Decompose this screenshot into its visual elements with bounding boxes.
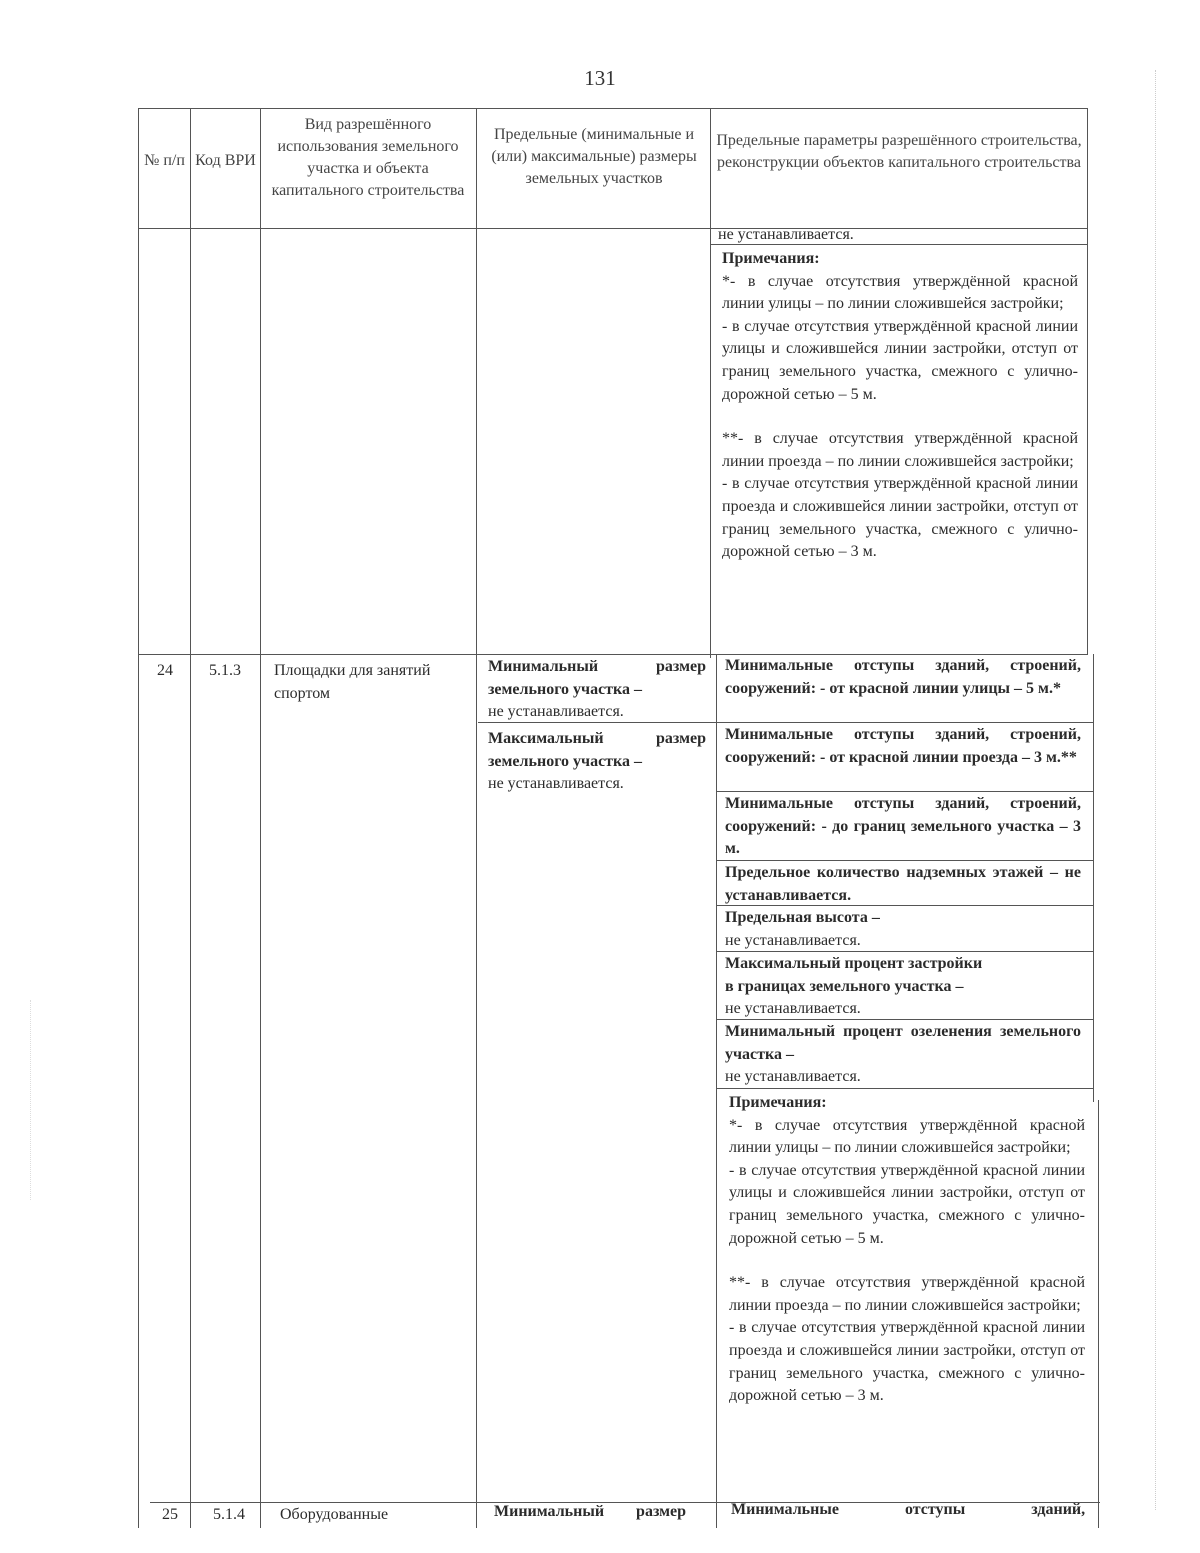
scan-edge-mark bbox=[1155, 70, 1156, 1510]
param-build-percent-label: Максимальный процент застройки bbox=[725, 955, 983, 972]
row-use-type: Площадки для занятий спортом bbox=[274, 662, 431, 702]
header-col-code: Код ВРИ bbox=[195, 152, 256, 169]
min-plot-size: Минимальный размер bbox=[494, 1503, 687, 1520]
note-item: **- в случае отсутствия утверждённой красной линии проезда – по линии сложившейся застройки; bbox=[729, 1274, 1085, 1314]
note-item: *- в случае отсутствия утверждённой красной линии улицы – по линии сложившейся застройки; bbox=[729, 1116, 1085, 1157]
param-green-percent-label: Минимальный процент озеленения земельного участка – bbox=[725, 1023, 1081, 1063]
note-item: - в случае отсутствия утверждённой красной линии проезда и сложившейся линии застройки, отступ от границ земельного участка, смежного с улично-дорожной сетью – 3 м. bbox=[729, 1319, 1085, 1405]
notes-title: Примечания: bbox=[722, 250, 820, 267]
param-max-height-value: не устанавливается. bbox=[725, 931, 861, 949]
param-green-percent bbox=[725, 1021, 1081, 1089]
max-plot-size bbox=[488, 728, 706, 796]
notes-title: Примечания: bbox=[729, 1094, 827, 1111]
min-plot-size-value: не устанавливается. bbox=[488, 703, 624, 721]
header-col-build-params: Предельные параметры разрешённого строительства, реконструкции объектов капитального строительства bbox=[716, 132, 1082, 171]
param-build-percent-value: не устанавливается. bbox=[725, 1000, 861, 1018]
page-number: 131 bbox=[584, 66, 616, 90]
note-item: *- в случае отсутствия утверждённой красной линии улицы – по линии сложившейся застройки; bbox=[722, 272, 1078, 313]
param-build-percent bbox=[725, 953, 1081, 1021]
note-item: **- в случае отсутствия утверждённой красной линии проезда – по линии сложившейся застройки; bbox=[722, 430, 1078, 470]
row-use-type: Оборудованные bbox=[280, 1506, 389, 1523]
row-number: 25 bbox=[162, 1506, 178, 1523]
note-item: - в случае отсутствия утверждённой красной линии улицы и сложившейся линии застройки, отступ от границ земельного участка, смежного с улично-дорожной сетью – 5 м. bbox=[722, 317, 1078, 403]
row-code: 5.1.3 bbox=[209, 662, 241, 679]
max-plot-size-label: Максимальный размер земельного участка – bbox=[488, 730, 706, 770]
param-max-height bbox=[725, 907, 1081, 952]
param-setback-street: Минимальные отступы зданий, строений, сооружений: - от красной линии улицы – 5 м.* bbox=[725, 657, 1081, 697]
param-setback: Минимальные отступы зданий, bbox=[731, 1501, 1086, 1518]
note-item: - в случае отсутствия утверждённой красной линии проезда и сложившейся линии застройки, отступ от границ земельного участка, смежного с улично-дорожной сетью – 3 м. bbox=[722, 475, 1078, 561]
param-setback-driveway: Минимальные отступы зданий, строений, сооружений: - от красной линии проезда – 3 м.** bbox=[725, 726, 1081, 766]
notes-block bbox=[722, 248, 1078, 564]
row-code: 5.1.4 bbox=[213, 1506, 245, 1523]
notes-block bbox=[729, 1092, 1085, 1408]
scan-edge-mark bbox=[30, 1000, 31, 1200]
param-green-percent-value: не устанавливается. bbox=[725, 1068, 861, 1086]
header-col-plot-size: Предельные (минимальные и (или) максимальные) размеры земельных участков bbox=[491, 126, 697, 187]
param-setback-boundary: Минимальные отступы зданий, строений, сооружений: - до границ земельного участка – 3 м. bbox=[725, 795, 1081, 858]
continued-text: не устанавливается. bbox=[718, 226, 854, 243]
header-col-use-type: Вид разрешённого использования земельного участка и объекта капитального строительства bbox=[271, 116, 465, 199]
min-plot-size-label: Минимальный размер земельного участка – bbox=[488, 658, 706, 698]
param-build-percent-label: в границах земельного участка – bbox=[725, 977, 964, 995]
param-max-height-label: Предельная высота – bbox=[725, 909, 880, 926]
note-item: - в случае отсутствия утверждённой красной линии улицы и сложившейся линии застройки, отступ от границ земельного участка, смежного с улично-дорожной сетью – 5 м. bbox=[729, 1161, 1085, 1247]
header-col-number: № п/п bbox=[144, 152, 185, 169]
max-plot-size-value: не устанавливается. bbox=[488, 775, 624, 793]
row-number: 24 bbox=[157, 662, 173, 679]
min-plot-size bbox=[488, 656, 706, 724]
param-floors: Предельное количество надземных этажей – не устанавливается. bbox=[725, 864, 1081, 904]
